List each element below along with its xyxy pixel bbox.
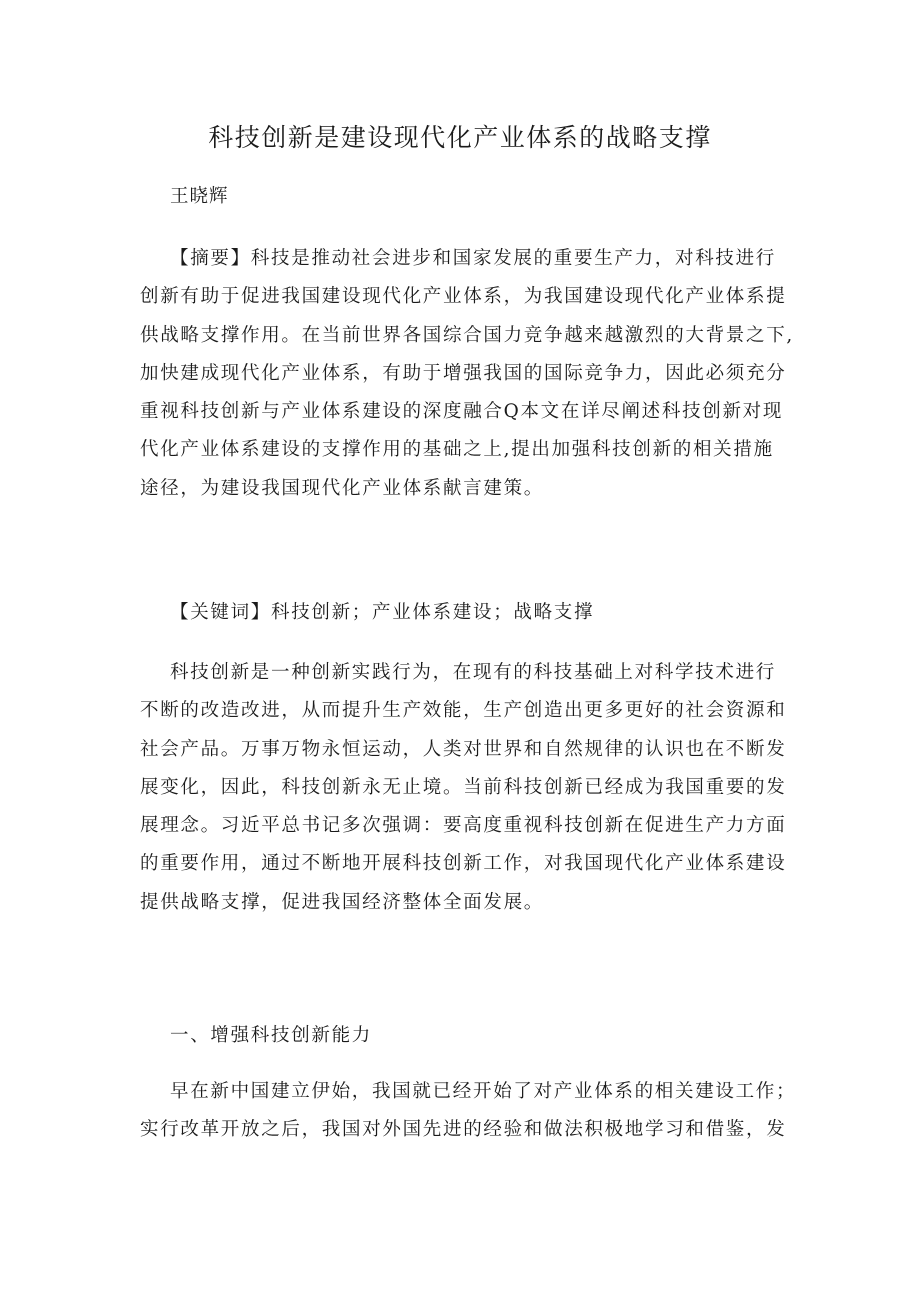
abstract-line: 供战略支撑作用。在当前世界各国综合国力竞争越来越激烈的大背景之下, <box>140 324 794 346</box>
keywords-paragraph <box>140 594 790 632</box>
intro-line: 展变化，因此，科技创新永无止境。当前科技创新已经成为我国重要的发 <box>140 776 787 798</box>
intro-line: 科技创新是一种创新实践行为，在现有的科技基础上对科学技术进行 <box>170 662 777 683</box>
abstract-line: 代化产业体系建设的支撑作用的基础之上,提出加强科技创新的相关措施 <box>140 439 774 461</box>
document-title: 科技创新是建设现代化产业体系的战略支撑 <box>208 123 712 152</box>
intro-line: 的重要作用，通过不断地开展科技创新工作，对我国现代化产业体系建设 <box>140 853 787 875</box>
section-line: 实行改革开放之后，我国对外国先进的经验和做法积极地学习和借鉴，发 <box>140 1119 787 1141</box>
abstract-line: 加快建成现代化产业体系，有助于增强我国的国际竞争力，因此必须充分 <box>140 362 787 384</box>
abstract-line: 创新有助于促进我国建设现代化产业体系，为我国建设现代化产业体系提 <box>140 286 787 308</box>
keywords-line: 【关键词】科技创新；产业体系建设；战略支撑 <box>170 602 595 623</box>
abstract-line: 【摘要】科技是推动社会进步和国家发展的重要生产力，对科技进行 <box>170 248 777 269</box>
abstract-paragraph <box>140 240 794 508</box>
section-heading-text: 一、增强科技创新能力 <box>170 1025 373 1046</box>
author-name: 王晓辉 <box>170 186 229 207</box>
intro-line: 展理念。习近平总书记多次强调：要高度重视科技创新在促进生产力方面 <box>140 815 787 837</box>
intro-line: 不断的改造改进，从而提升生产效能，生产创造出更多更好的社会资源和 <box>140 700 787 722</box>
abstract-line: 重视科技创新与产业体系建设的深度融合Q本文在详尽阐述科技创新对现 <box>140 401 784 423</box>
section-line: 早在新中国建立伊始，我国就已经开始了对产业体系的相关建设工作； <box>170 1081 797 1102</box>
section-heading <box>140 1017 790 1055</box>
intro-line: 社会产品。万事万物永恒运动，人类对世界和自然规律的认识也在不断发 <box>140 738 787 760</box>
abstract-line: 途径，为建设我国现代化产业体系献言建策。 <box>140 477 545 499</box>
intro-line: 提供战略支撑，促进我国经济整体全面发展。 <box>140 891 545 913</box>
intro-paragraph <box>140 654 790 922</box>
section-paragraph <box>140 1073 797 1150</box>
